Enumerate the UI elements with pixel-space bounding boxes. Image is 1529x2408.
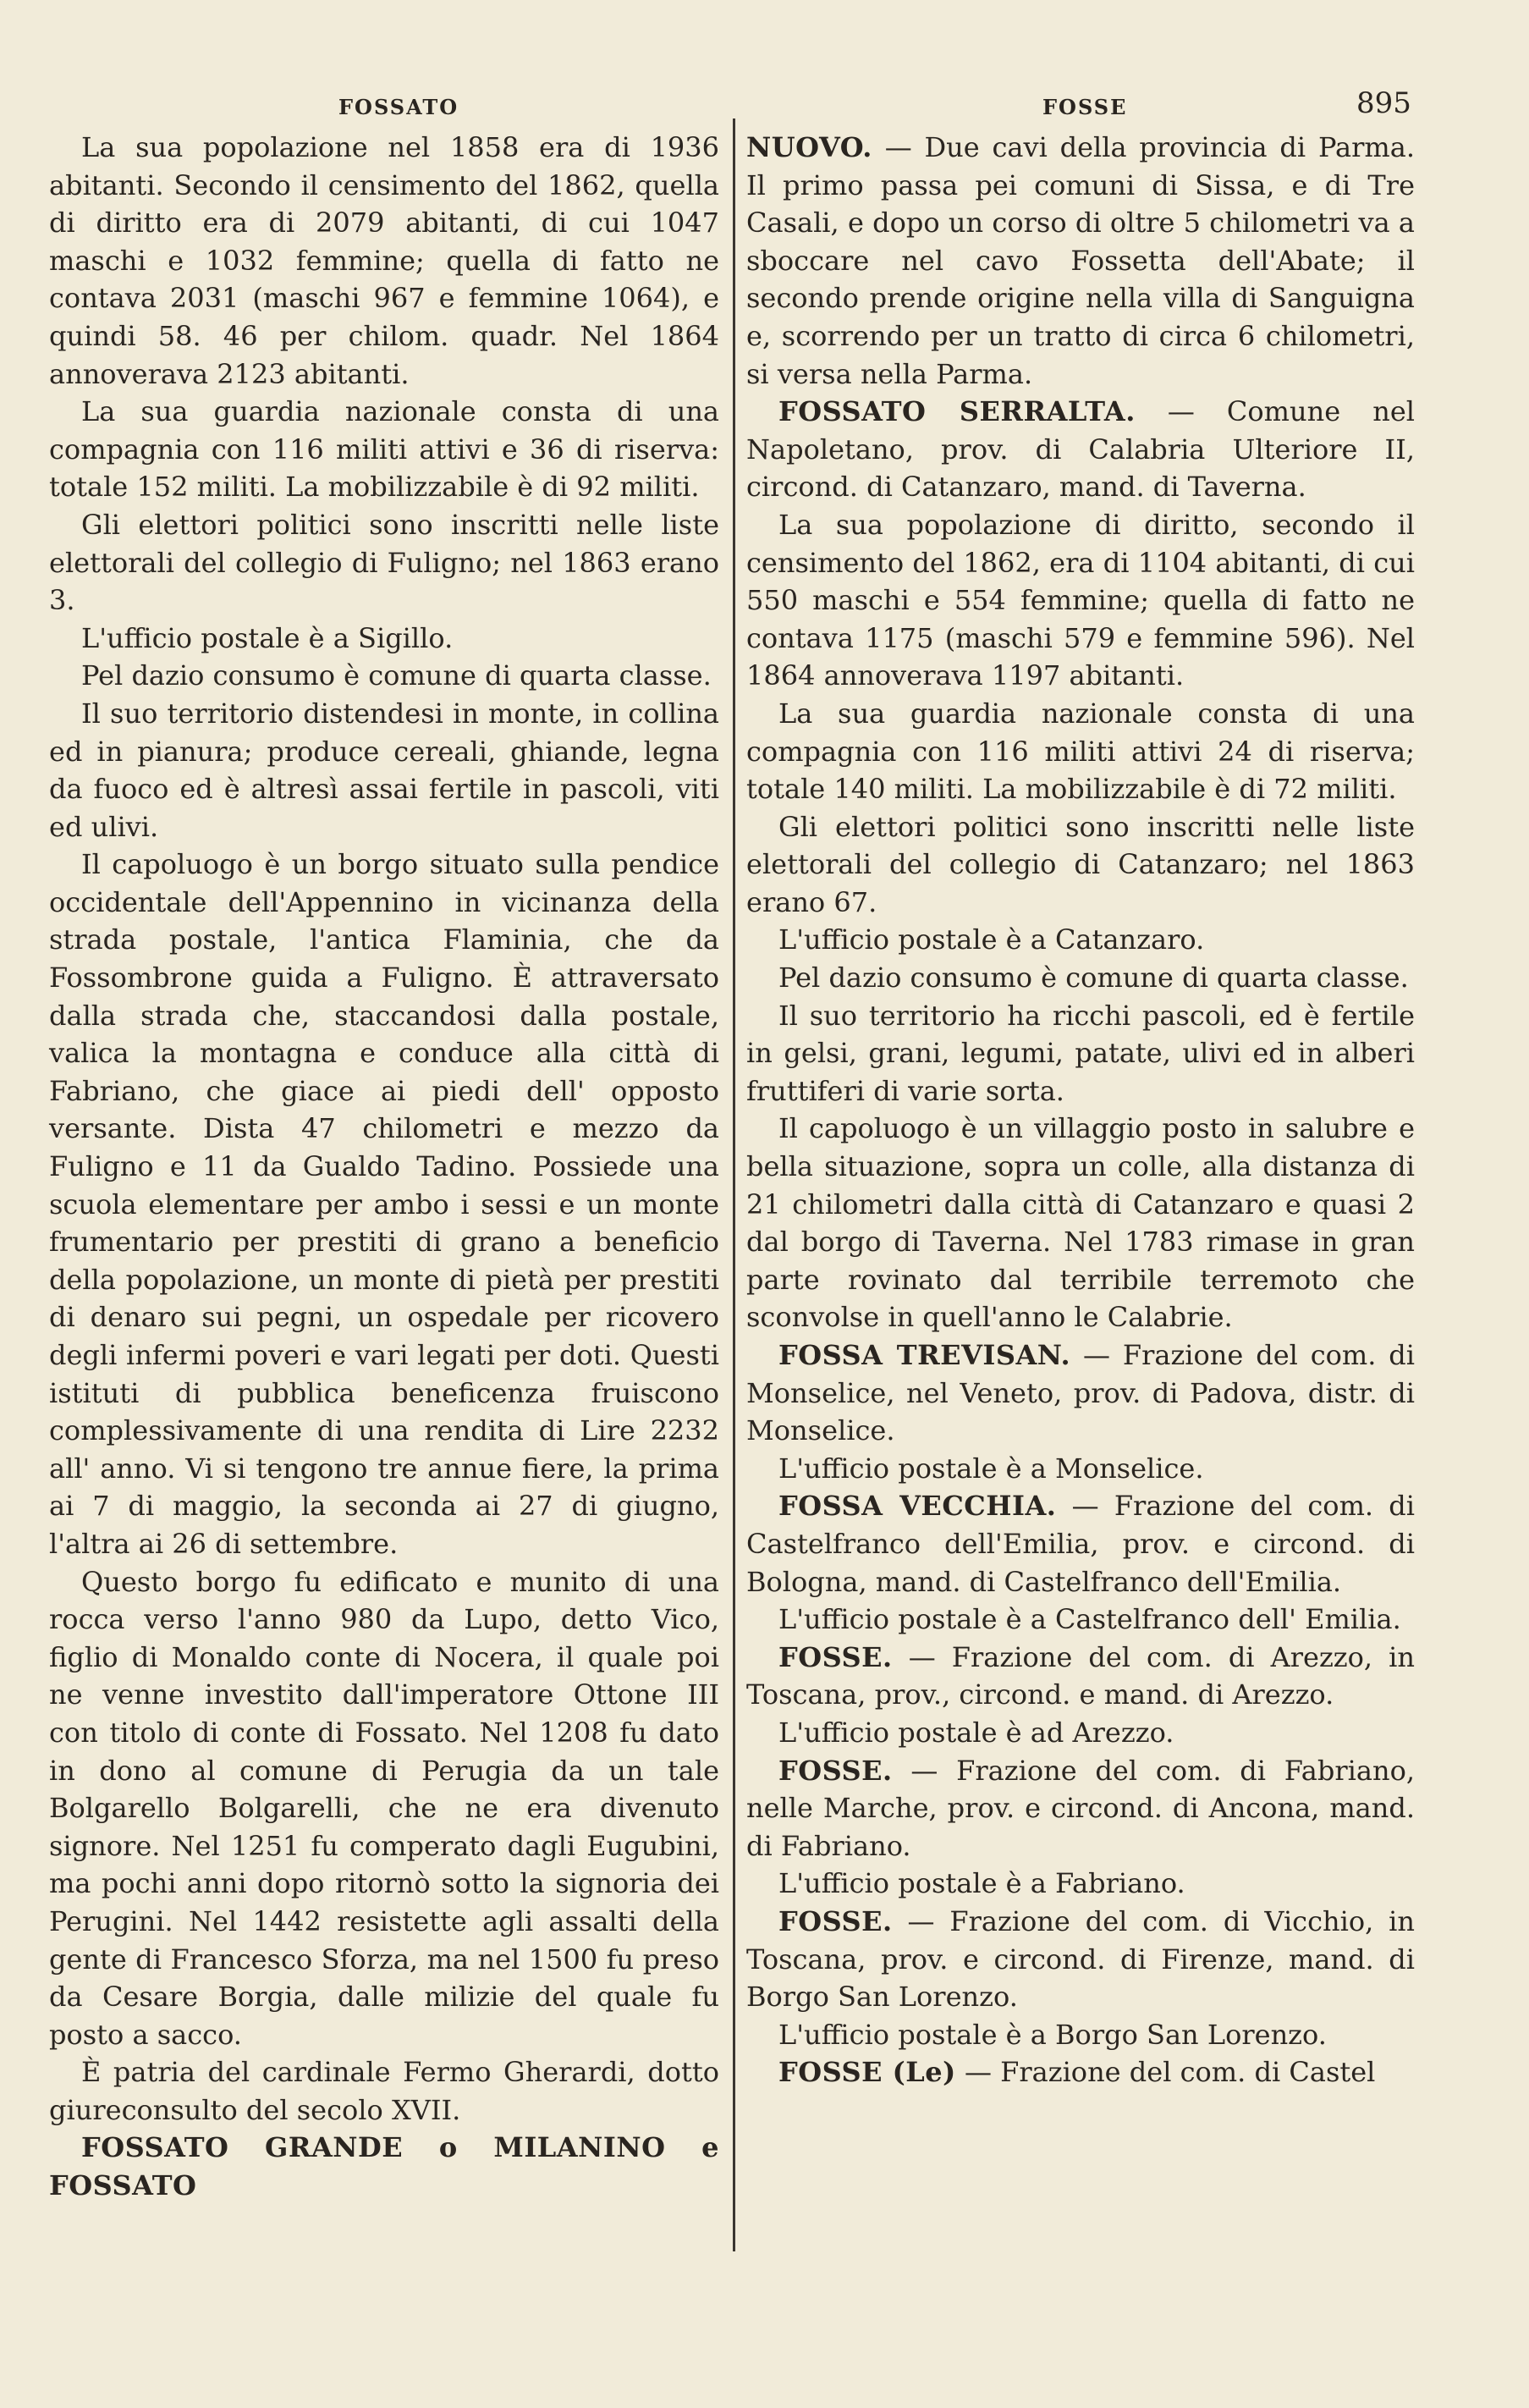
entry-headword: FOSSATO SERRALTA. — [778, 395, 1136, 428]
entry-text: — Comune nel Napoletano, prov. di Calabria Ulteriore II, circond. di Catanzaro, mand. di Taverna. — [746, 395, 1415, 504]
entry-text: L'ufficio postale è a Monselice. — [778, 1452, 1204, 1485]
entry-text: — Frazione del com. di Monselice, nel Veneto, prov. di Padova, distr. di Monselice. — [746, 1339, 1415, 1447]
paragraph — [746, 808, 1415, 922]
entry-text: La sua popolazione nel 1858 era di 1936 abitanti. Secondo il censimento del 1862, quella di diritto era di 2079 abitanti, di cui 1047 maschi e 1032 femmine; quella di fatto ne contava 2031 (maschi 967 e femmine 1064), e quindi 58. 46 per chilom. quadr. Nel 1864 annoverava 2123 abitanti. — [49, 131, 719, 390]
paragraph — [49, 2129, 719, 2204]
paragraph — [746, 695, 1415, 808]
paragraph — [746, 1336, 1415, 1450]
column-divider — [733, 118, 735, 2251]
entry-text: Gli elettori politici sono inscritti nelle liste elettorali del collegio di Fuligno; nel 1863 erano 3. — [49, 508, 719, 617]
paragraph — [49, 393, 719, 506]
entry-text: L'ufficio postale è a Catanzaro. — [778, 923, 1205, 956]
paragraph — [746, 2016, 1415, 2054]
paragraph — [746, 1110, 1415, 1336]
paragraph — [746, 921, 1415, 959]
entry-text: — Due cavi della provincia di Parma. Il primo passa pei comuni di Sissa, e di Tre Casali, e dopo un corso di oltre 5 chilometri va a sboccare nel cavo Fossetta dell'Abate; il secondo prende origine nella villa di Sanguigna e, scorrendo per un tratto di circa 6 chilometri, si versa nella Parma. — [746, 131, 1416, 390]
paragraph — [49, 129, 719, 393]
entry-text: È patria del cardinale Fermo Gherardi, dotto giureconsulto del secolo XVII. — [49, 2056, 719, 2126]
entry-text: L'ufficio postale è ad Arezzo. — [778, 1716, 1174, 1749]
right-column — [746, 129, 1415, 2091]
entry-text: Questo borgo fu edificato e munito di una rocca verso l'anno 980 da Lupo, detto Vico, figlio di Monaldo conte di Nocera, il quale poi ne venne investito dall'imperatore Ottone III con titolo di conte di Fossato. Nel 1208 fu dato in dono al comune di Perugia da un tale Bolgarello Bolgarelli, che ne era divenuto signore. Nel 1251 fu comperato dagli Eugubini, ma pochi anni dopo ritornò sotto la signoria dei Perugini. Nel 1442 resistette agli assalti della gente di Francesco Sforza, ma nel 1500 fu preso da Cesare Borgia, dalle milizie del quale fu posto a sacco. — [49, 1565, 719, 2051]
paragraph — [49, 846, 719, 1562]
paragraph — [746, 1865, 1415, 1903]
entry-headword: FOSSE. — [778, 1640, 893, 1673]
entry-text: Pel dazio consumo è comune di quarta classe. — [778, 962, 1409, 995]
paragraph — [746, 1487, 1415, 1601]
paragraph — [746, 1714, 1415, 1752]
entry-text: L'ufficio postale è a Borgo San Lorenzo. — [778, 2018, 1327, 2051]
paragraph — [746, 1601, 1415, 1639]
entry-text: — Frazione del com. di Castel — [964, 2056, 1376, 2089]
running-head-left: FOSSATO — [338, 95, 459, 119]
paragraph — [746, 2053, 1415, 2091]
paragraph — [49, 620, 719, 658]
entry-text: Il capoluogo è un borgo situato sulla pendice occidentale dell'Appennino in vicinanza della strada postale, l'antica Flaminia, che da Fossombrone guida a Fuligno. È attraversato dalla strada che, staccandosi dalla postale, valica la montagna e conduce alla città di Fabriano, che giace ai piedi dell' opposto versante. Dista 47 chilometri e mezzo da Fuligno e 11 da Gualdo Tadino. Possiede una scuola elementare per ambo i sessi e un monte frumentario per prestiti di grano a beneficio della popolazione, un monte di pietà per prestiti di denaro sui pegni, un ospedale per ricovero degli infermi poveri e vari legati per doti. Questi istituti di pubblica beneficenza fruiscono complessivamente di una rendita di Lire 2232 all' anno. Vi si tengono tre annue fiere, la prima ai 7 di maggio, la seconda ai 27 di giugno, l'altra ai 26 di settembre. — [49, 848, 719, 1560]
entry-text: Il capoluogo è un villaggio posto in salubre e bella situazione, sopra un colle, alla distanza di 21 chilometri dalla città di Catanzaro e quasi 2 dal borgo di Taverna. Nel 1783 rimase in gran parte rovinato dal terribile terremoto che sconvolse in quell'anno le Calabrie. — [746, 1112, 1415, 1334]
entry-text: L'ufficio postale è a Castelfranco dell' Emilia. — [778, 1603, 1401, 1636]
entry-text: L'ufficio postale è a Sigillo. — [81, 621, 454, 654]
paragraph — [746, 129, 1415, 393]
entry-text: Pel dazio consumo è comune di quarta classe. — [81, 659, 712, 692]
entry-headword: FOSSE (Le) — [778, 2056, 956, 2089]
paragraph — [746, 1450, 1415, 1488]
entry-text: L'ufficio postale è a Fabriano. — [778, 1867, 1185, 1900]
left-column — [49, 129, 719, 2205]
paragraph — [746, 1903, 1415, 2016]
paragraph — [49, 695, 719, 846]
entry-headword: FOSSE. — [778, 1904, 893, 1937]
running-head-right: FOSSE — [1042, 95, 1128, 119]
entry-text: La sua guardia nazionale consta di una compagnia con 116 militi attivi 24 di riserva; totale 140 militi. La mobilizzabile è di 72 militi. — [746, 697, 1415, 806]
entry-headword: NUOVO. — [746, 131, 872, 163]
entry-text: Gli elettori politici sono inscritti nelle liste elettorali del collegio di Catanzaro; nel 1863 erano 67. — [746, 810, 1415, 918]
paragraph — [49, 1563, 719, 2054]
paragraph — [746, 997, 1415, 1110]
entry-text: — Frazione del com. di Arezzo, in Toscana, prov., circond. e mand. di Arezzo. — [746, 1640, 1416, 1711]
paragraph — [49, 506, 719, 620]
paragraph — [746, 393, 1415, 506]
entry-headword: FOSSA VECCHIA. — [778, 1490, 1057, 1523]
paragraph — [746, 506, 1415, 695]
paragraph — [746, 959, 1415, 997]
paragraph — [746, 1639, 1415, 1714]
paragraph — [746, 1752, 1415, 1865]
entry-headword: FOSSE. — [778, 1754, 893, 1787]
entry-text: — Frazione del com. di Castelfranco dell'Emilia, prov. e circond. di Bologna, mand. di Castelfranco dell'Emilia. — [746, 1490, 1416, 1598]
entry-text: — Frazione del com. di Vicchio, in Toscana, prov. e circond. di Firenze, mand. di Borgo San Lorenzo. — [746, 1904, 1416, 2014]
entry-headword: FOSSATO GRANDE o MILANINO e FOSSATO — [49, 2131, 719, 2202]
entry-text: — Frazione del com. di Fabriano, nelle Marche, prov. e circond. di Ancona, mand. di Fabriano. — [746, 1754, 1416, 1862]
entry-text: Il suo territorio distendesi in monte, in collina ed in pianura; produce cereali, ghiande, legna da fuoco ed è altresì assai fertile in pascoli, viti ed ulivi. — [49, 697, 719, 843]
entry-text: La sua popolazione di diritto, secondo il censimento del 1862, era di 1104 abitanti, di cui 550 maschi e 554 femmine; quella di fatto ne contava 1175 (maschi 579 e femmine 596). Nel 1864 annoverava 1197 abitanti. — [746, 508, 1415, 692]
entry-headword: FOSSA TREVISAN. — [778, 1339, 1071, 1371]
entry-text: La sua guardia nazionale consta di una compagnia con 116 militi attivi e 36 di riserva: totale 152 militi. La mobilizzabile è di 92 militi. — [49, 395, 719, 504]
page-number: 895 — [1356, 86, 1411, 120]
entry-text: Il suo territorio ha ricchi pascoli, ed è fertile in gelsi, grani, legumi, patate, ulivi ed in alberi fruttiferi di varie sorta. — [746, 999, 1415, 1107]
paragraph — [49, 2053, 719, 2129]
paragraph — [49, 657, 719, 695]
